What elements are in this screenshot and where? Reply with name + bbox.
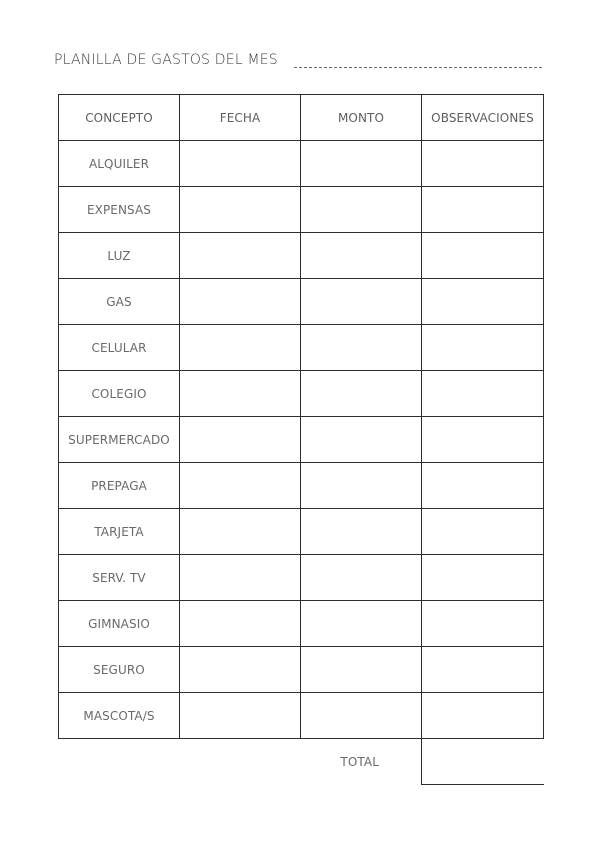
fecha-cell[interactable] [180,647,301,693]
concept-cell: MASCOTA/S [59,693,180,739]
table-row [59,555,544,601]
column-header-observaciones: OBSERVACIONES [422,95,544,141]
monto-cell[interactable] [301,463,422,509]
concept-cell: TARJETA [59,509,180,555]
fecha-cell[interactable] [180,555,301,601]
fecha-cell[interactable] [180,509,301,555]
concept-cell: GAS [59,279,180,325]
monto-cell[interactable] [301,325,422,371]
concept-cell: EXPENSAS [59,187,180,233]
fecha-cell[interactable] [180,279,301,325]
concept-cell: SUPERMERCADO [59,417,180,463]
monto-cell[interactable] [301,279,422,325]
monto-cell[interactable] [301,141,422,187]
table-row [59,647,544,693]
fecha-cell[interactable] [180,693,301,739]
observaciones-cell[interactable] [422,463,544,509]
table-row [59,463,544,509]
total-label: TOTAL [59,739,422,785]
table-row [59,417,544,463]
observaciones-cell[interactable] [422,417,544,463]
monto-cell[interactable] [301,187,422,233]
observaciones-cell[interactable] [422,509,544,555]
concept-cell: SERV. TV [59,555,180,601]
fecha-cell[interactable] [180,601,301,647]
concept-cell: LUZ [59,233,180,279]
monto-cell[interactable] [301,647,422,693]
table-row [59,601,544,647]
observaciones-cell[interactable] [422,233,544,279]
observaciones-cell[interactable] [422,693,544,739]
table-row [59,279,544,325]
concept-cell: ALQUILER [59,141,180,187]
column-header-concepto: CONCEPTO [59,95,180,141]
concept-cell: GIMNASIO [59,601,180,647]
monto-cell[interactable] [301,417,422,463]
expenses-table [58,94,544,785]
page-title: PLANILLA DE GASTOS DEL MES [54,52,278,68]
fecha-cell[interactable] [180,417,301,463]
observaciones-cell[interactable] [422,325,544,371]
total-cell[interactable] [422,739,544,785]
monto-cell[interactable] [301,233,422,279]
concept-cell: SEGURO [59,647,180,693]
column-header-fecha: FECHA [180,95,301,141]
concept-cell: COLEGIO [59,371,180,417]
fecha-cell[interactable] [180,371,301,417]
fecha-cell[interactable] [180,325,301,371]
table-row [59,371,544,417]
table-row [59,187,544,233]
monto-cell[interactable] [301,371,422,417]
column-header-monto: MONTO [301,95,422,141]
monto-cell[interactable] [301,509,422,555]
table-row [59,141,544,187]
table-row [59,325,544,371]
observaciones-cell[interactable] [422,187,544,233]
observaciones-cell[interactable] [422,371,544,417]
total-row [59,739,544,785]
fecha-cell[interactable] [180,463,301,509]
table-row [59,233,544,279]
monto-cell[interactable] [301,555,422,601]
monto-cell[interactable] [301,693,422,739]
table-row [59,509,544,555]
observaciones-cell[interactable] [422,141,544,187]
fecha-cell[interactable] [180,187,301,233]
monto-cell[interactable] [301,601,422,647]
fecha-cell[interactable] [180,233,301,279]
table-header-row [59,95,544,141]
fecha-cell[interactable] [180,141,301,187]
observaciones-cell[interactable] [422,555,544,601]
observaciones-cell[interactable] [422,601,544,647]
concept-cell: CELULAR [59,325,180,371]
observaciones-cell[interactable] [422,647,544,693]
observaciones-cell[interactable] [422,279,544,325]
concept-cell: PREPAGA [59,463,180,509]
month-blank-line[interactable] [294,67,542,68]
table-row [59,693,544,739]
